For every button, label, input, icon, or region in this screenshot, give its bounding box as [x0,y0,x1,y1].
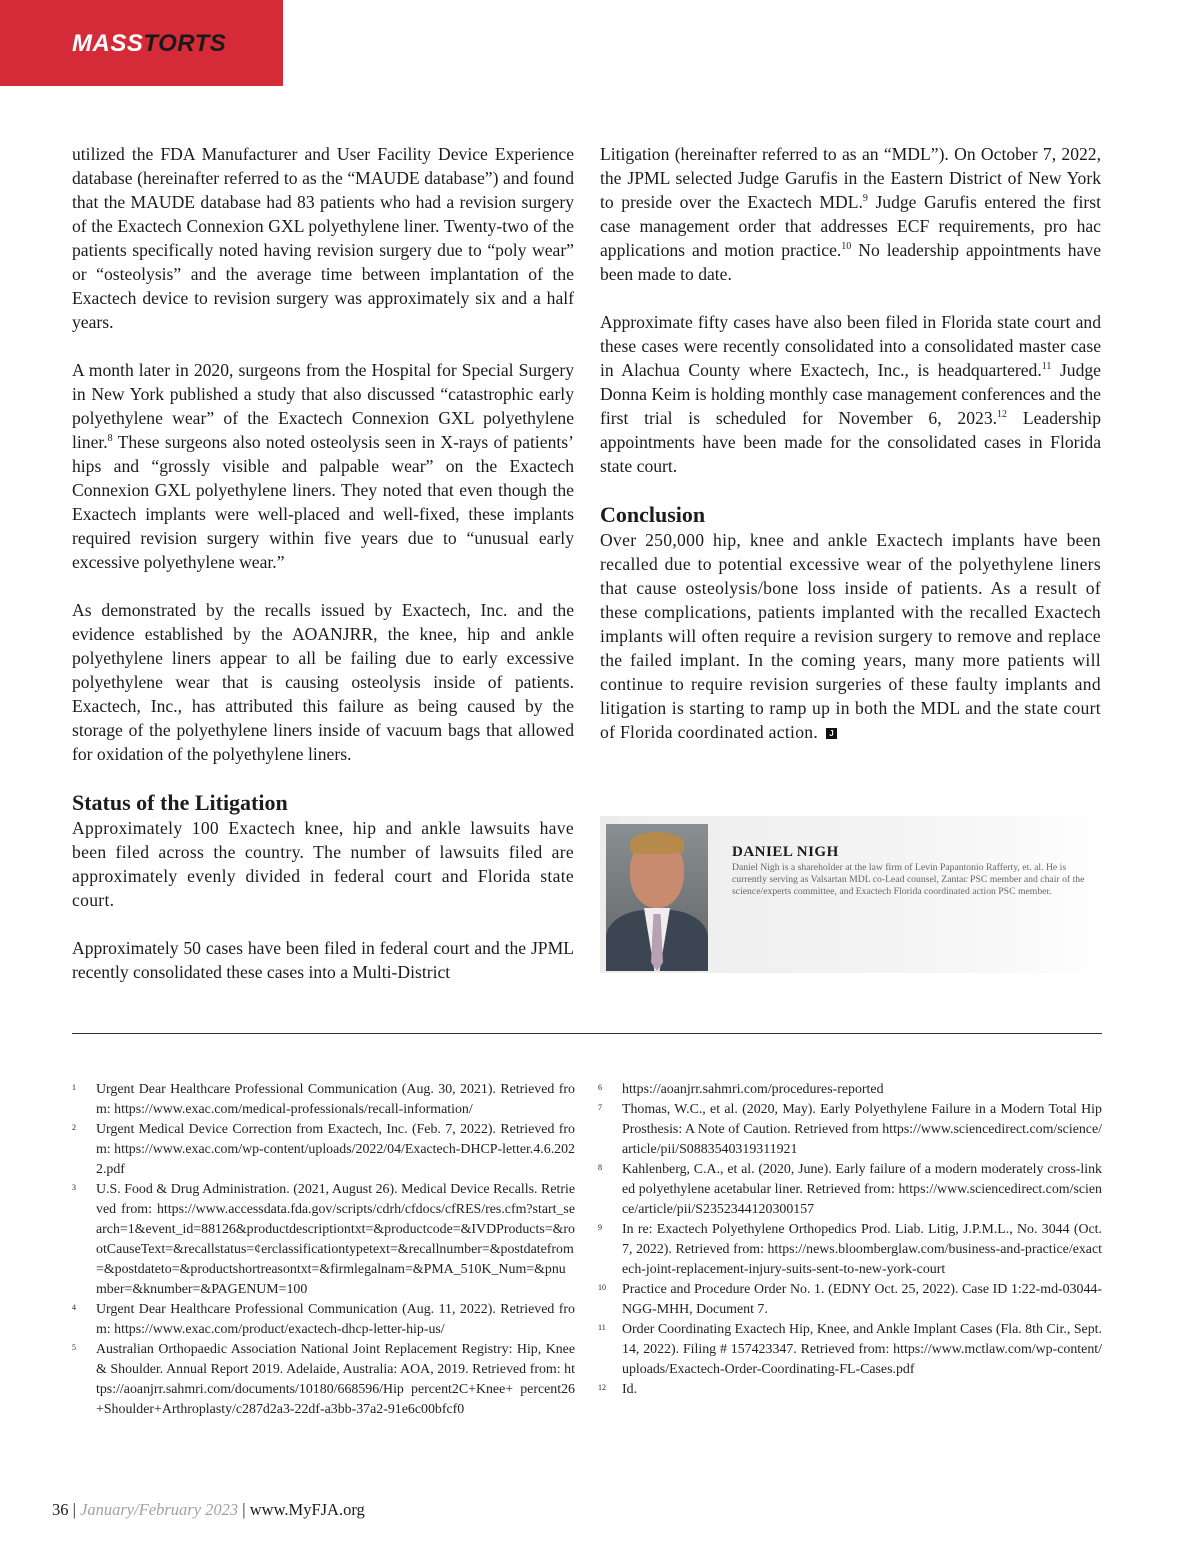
footnote-number: 10 [598,1283,606,1292]
footnote [72,1080,575,1120]
footnote-number: 1 [72,1083,76,1092]
footnote-text: Urgent Dear Healthcare Professional Communication (Aug. 11, 2022). Retrieved from: https://www.exac.com/product/exactech-dhcp-letter-hip-us/ [96,1302,575,1337]
footnote-number: 9 [598,1223,602,1232]
footnote [598,1160,1102,1220]
footnotes-right [598,1080,1102,1400]
footnote-text: Urgent Dear Healthcare Professional Communication (Aug. 30, 2021). Retrieved from: https://www.exac.com/medical-professionals/recall-information/ [96,1082,575,1117]
footnote-number: 5 [72,1343,76,1352]
footnote [598,1320,1102,1380]
footnote-number: 7 [598,1103,602,1112]
page-number: 36 [52,1500,69,1519]
author-description: Daniel Nigh is a shareholder at the law firm of Levin Papantonio Rafferty, et. al. He is currently serving as Valsartan MDL co-Lead counsel, Zantac PSC member and chair of the science/experts committee, and Exactech Florida coordinated action PSC member. [732,862,1085,897]
paragraph: A month later in 2020, surgeons from the Hospital for Special Surgery in New York published a study that also discussed “catastrophic early polyethylene wear” of the Exactech Connexion GXL polyethylene liner.$^8$ These surgeons also noted osteolysis seen in X-rays of patients’ hips and “grossly visible and palpable wear” on the Exactech Connexion GXL polyethylene liners. They noted that even though the Exactech implants were well-placed and well-fixed, these implants required revision surgery within five years due to “unusual early excessive polyethylene wear.” [72,360,574,572]
footnote-ref[interactable]: 12 [997,409,1008,421]
footnote-text: Order Coordinating Exactech Hip, Knee, and Ankle Implant Cases (Fla. 8th Cir., Sept. 14, 2022). Filing # 157423347. Retrieved from: https://www.mctlaw.com/wp-content/uploads/Exactech-Order-Coordinating-FL-Cases.pdf [622,1322,1102,1377]
footnote-ref[interactable]: 10 [841,241,852,253]
section-title: MASSTORTS [72,30,227,57]
footnote-number: 3 [72,1183,76,1192]
footnote [72,1340,575,1420]
footnote-number: 6 [598,1083,602,1092]
issue-date: January/February 2023 [80,1500,239,1519]
paragraph: As demonstrated by the recalls issued by Exactech, Inc. and the evidence established by the AOANJRR, the knee, hip and ankle polyethylene liners appear to all be failing due to early excessive polyethylene wear that is causing osteolysis inside of patients. Exactech, Inc., has attributed this failure as being caused by the storage of the polyethylene liners inside of vacuum bags that allowed for oxidation of the polyethylene liners. [72,600,574,764]
paragraph: Approximately 50 cases have been filed in federal court and the JPML recently consolidated these cases into a Multi-District [72,938,574,982]
right-column [600,142,1101,768]
footnote-ref[interactable]: 8 [107,433,113,445]
footnote [72,1300,575,1340]
footnote [598,1280,1102,1320]
footnote-number: 8 [598,1163,602,1172]
footnote [72,1180,575,1300]
footnote-number: 2 [72,1123,76,1132]
footnote-number: 4 [72,1303,76,1312]
footnote [72,1120,575,1180]
footnote [598,1380,1102,1400]
paragraph: Over 250,000 hip, knee and ankle Exactech implants have been recalled due to potential excessive wear of the polyethylene liners that cause osteolysis/bone loss inside of patients. As a result of these complications, patients implanted with the recalled Exactech implants will often require a revision surgery to remove and replace the failed implant. In the coming years, many more patients will continue to require revision surgeries of these faulty implants and litigation is starting to ramp up in both the MDL and the state court of Florida coordinated action. J [600,530,1101,742]
footnote [598,1080,1102,1100]
footnote-number: 11 [598,1323,606,1332]
footnotes-left [72,1080,575,1420]
paragraph: Approximately 100 Exactech knee, hip and ankle lawsuits have been filed across the country. The number of lawsuits filed are approximately evenly divided in federal court and Florida state court. [72,818,574,910]
footnote-text: Australian Orthopaedic Association National Joint Replacement Registry: Hip, Knee & Shoulder. Annual Report 2019. Adelaide, Australia: AOA, 2019. Retrieved from: https://aoanjrr.sahmri.com/documents/10180/668596/Hip percent2C+Knee+ percent26+Shoulder+Arthroplasty/c287d2a3-22df-a3bb-37a2-91e6c00bfcf0 [96,1342,575,1417]
footnote-text: Kahlenberg, C.A., et al. (2020, June). Early failure of a modern moderately cross-linked polyethylene acetabular liner. Retrieved from: https://www.sciencedirect.com/science/article/pii/S2352344120300157 [622,1162,1102,1217]
section-banner [0,0,283,86]
footnote-text: U.S. Food & Drug Administration. (2021, August 26). Medical Device Recalls. Retrieved from: https://www.accessdata.fda.gov/scripts/cdrh/cfdocs/cfRES/res.cfm?start_search=1&event_id=88126&productdescriptiontxt=&productcode=&IVDProducts=&rootCauseText=&recallstatus=¢erclassificationtypetext=&recallnumber=&postdatefrom=&postdateto=&productshortreasontxt=&firmlegalnam=&PMA_510K_Num=&pnumber=&knumber=&PAGENUM=100 [96,1182,575,1297]
footnote-text: Thomas, W.C., et al. (2020, May). Early Polyethylene Failure in a Modern Total Hip Prosthesis: A Note of Caution. Retrieved from https://www.sciencedirect.com/science/article/pii/S0883540319311921 [622,1102,1102,1157]
footnote [598,1220,1102,1280]
footnote-divider [72,1033,1102,1034]
footnote [598,1100,1102,1160]
paragraph: Litigation (hereinafter referred to as an “MDL”). On October 7, 2022, the JPML selected Judge Garufis in the Eastern District of New York to preside over the Exactech MDL.$^9$ Judge Garufis entered the first case management order that addresses ECF requirements, pro hac applications and motion practice.$^{10}$ No leadership appointments have been made to date. [600,144,1102,284]
footnote-text: Id. [622,1382,638,1397]
page-footer: 36 | January/February 2023 | www.MyFJA.org [52,1500,365,1519]
author-name: DANIEL NIGH [732,844,839,860]
footnote-number: 12 [598,1383,606,1392]
footnote-ref[interactable]: 9 [862,193,868,205]
section-heading: Status of the Litigation [72,790,288,815]
footnote-ref[interactable]: 11 [1041,361,1052,373]
paragraph: utilized the FDA Manufacturer and User Facility Device Experience database (hereinafter referred to as the “MAUDE database”) and found that the MAUDE database had 83 patients who had a revision surgery of the Exactech Connexion GXL polyethylene liner. Twenty-two of the patients specifically noted having revision surgery due to “poly wear” or “osteolysis” and the average time between implantation of the Exactech device to revision surgery was approximately six and a half years. [72,144,574,332]
footnote-text: In re: Exactech Polyethylene Orthopedics Prod. Liab. Litig, J.P.M.L., No. 3044 (Oct. 7, 2022). Retrieved from: https://news.bloomberglaw.com/business-and-practice/exactech-joint-replacement-injury-suits-sent-to-new-york-court [622,1222,1102,1277]
left-column [72,142,574,1008]
end-mark-icon: J [826,728,837,739]
website-link[interactable]: www.MyFJA.org [249,1500,365,1519]
paragraph: Approximate fifty cases have also been filed in Florida state court and these cases were recently consolidated into a consolidated master case in Alachua County where Exactech, Inc., is headquartered.$^{11}$ Judge Donna Keim is holding monthly case management conferences and the first trial is scheduled for November 6, 2023.12 Leadership appointments have been made for the consolidated cases in Florida state court. [600,312,1101,476]
section-heading: Conclusion [600,502,706,527]
author-photo [606,824,708,971]
footnote-text: Urgent Medical Device Correction from Exactech, Inc. (Feb. 7, 2022). Retrieved from: https://www.exac.com/wp-content/uploads/2022/04/Exactech-DHCP-letter.4.6.2022.pdf [96,1122,576,1177]
footnote-text: https://aoanjrr.sahmri.com/procedures-reported [622,1082,884,1097]
footnote-text: Practice and Procedure Order No. 1. (EDNY Oct. 25, 2022). Case ID 1:22-md-03044-NGG-MHH, Document 7. [622,1282,1102,1317]
author-bio-box [600,816,1110,973]
